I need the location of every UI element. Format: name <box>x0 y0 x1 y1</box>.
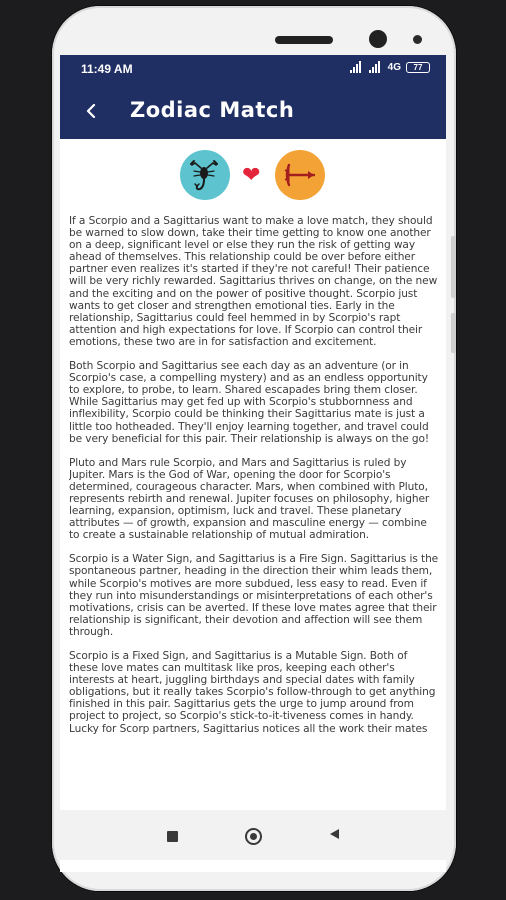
proximity-sensor <box>413 35 422 44</box>
status-icons <box>350 61 430 73</box>
status-time: 11:49 AM <box>81 62 133 76</box>
system-nav-bar <box>60 810 446 860</box>
power-button <box>451 313 456 353</box>
paragraph: Pluto and Mars rule Scorpio, and Mars and Sagittarius is ruled by Jupiter. Mars is the God of War, opening the door for Scorpio's determined, courageous character. Mars, when combined with Pluto, represents rebirth and renewal. Jupiter focuses on philosophy, higher learning, expansion, optimism, luck and travel. These planetary attributes — of growth, expansion and masculine energy — combine to create a sustainable relationship of mutual admiration. <box>69 456 430 542</box>
arrow-left-icon <box>85 98 99 124</box>
battery-icon <box>406 62 430 73</box>
app-screen <box>60 55 446 872</box>
sign-pair <box>60 150 446 200</box>
back-nav-button[interactable] <box>322 824 346 848</box>
heart-icon: ❤ <box>242 162 261 187</box>
network-type: 4G <box>387 61 401 73</box>
paragraph: If a Scorpio and a Sagittarius want to make a love match, they should be warned to slow down, take their time getting to know one another on a deep, significant level or else they run the risk of getting way ahead of themselves. This relationship could be over before either partner even realizes it's started if they're not careful! Their patience will be very richly rewarded. Sagittarius thrives on change, on the new and the exciting and on the power of positive thought. Scorpio just wants to get closer and strengthen emotional ties. Early in the relationship, Sagittarius could feel hemmed in by Scorpio's rapt attention and high expectations for love. If Scorpio can control their emotions, these two are in for satisfaction and excitement. <box>69 215 438 348</box>
triangle-back-icon <box>328 827 340 845</box>
sagittarius-icon <box>275 150 325 200</box>
back-button[interactable] <box>76 95 108 127</box>
cell-signal-icon <box>369 61 383 73</box>
paragraph: Scorpio is a Water Sign, and Sagittarius is a Fire Sign. Sagittarius is the spontaneous partner, heading in the direction their whim leads them, while Scorpio's motives are more subdued, less easy to read. Even if they run into misunderstandings or misinterpretations of each other's motivations, crisis can be averted. If these love mates agree that their relationship is significant, their devotion and affection will see them through. <box>69 553 439 638</box>
volume-button <box>451 236 456 298</box>
recents-button[interactable] <box>160 824 184 848</box>
page-title: Zodiac Match <box>130 98 295 122</box>
paragraph: Both Scorpio and Sagittarius see each day as an adventure (or in Scorpio's case, a compelling mystery) and as an endless opportunity to explore, to probe, to learn. Shared escapades bring them closer. While Sagittarius may get fed up with Scorpio's stubbornness and inflexibility, Scorpio could be thinking their Sagittarius mate is just a little too hotheaded. They'll enjoy learning together, and travel could be very beneficial for this pair. Their relationship is always on the go! <box>69 360 430 445</box>
wifi-signal-icon <box>350 61 364 73</box>
front-camera <box>369 30 387 48</box>
compatibility-text <box>69 215 439 865</box>
earpiece-speaker <box>275 36 333 44</box>
app-bar <box>60 83 446 139</box>
scorpio-icon <box>180 150 230 200</box>
square-icon <box>167 831 178 842</box>
home-button[interactable] <box>241 824 265 848</box>
battery-level: 77 <box>413 62 423 72</box>
circle-icon <box>245 828 262 845</box>
paragraph: Scorpio is a Fixed Sign, and Sagittarius is a Mutable Sign. Both of these love mates can multitask like pros, keeping each other's interests at heart, juggling birthdays and special dates with family obligations, but it really takes Scorpio's follow-through to get anything finished in this pair. Sagittarius gets the urge to jump around from project to project, so Scorpio's stick-to-it-tiveness comes in handy. Lucky for Scorp partners, Sagittarius notices all the work their mates <box>69 650 436 735</box>
status-bar <box>60 55 446 83</box>
